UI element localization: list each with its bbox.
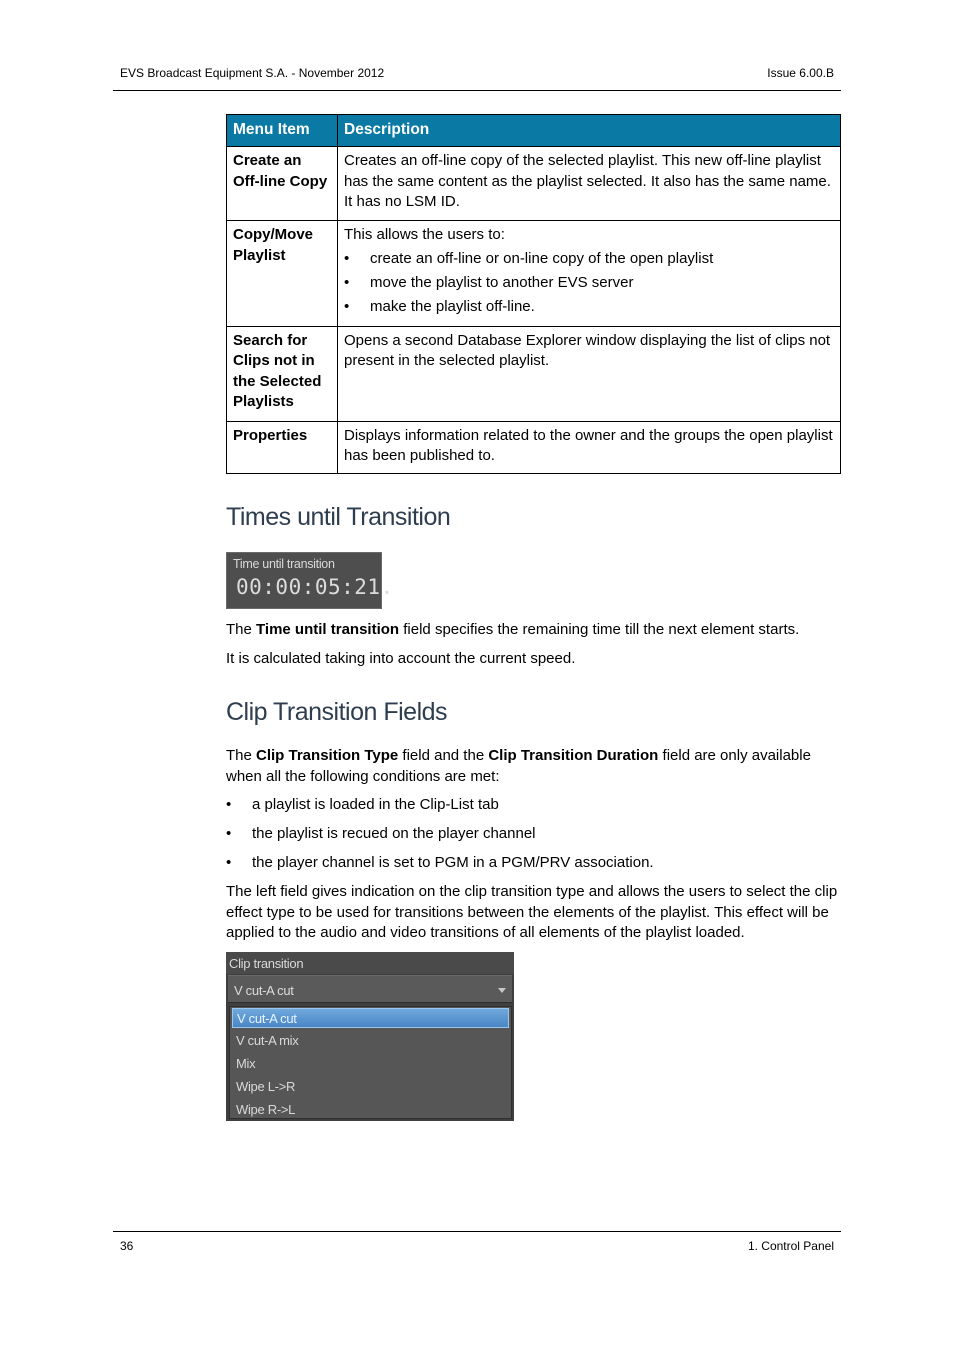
table-row	[227, 147, 841, 221]
dropdown-option[interactable]: Mix	[236, 1056, 256, 1071]
menu-items-table	[226, 114, 841, 474]
row-item: Copy/Move Playlist	[227, 221, 338, 327]
clip-transition-title: Clip transition	[226, 952, 514, 974]
table-row	[227, 421, 841, 473]
row-desc	[338, 326, 841, 421]
time-until-transition-field	[226, 552, 394, 609]
row-desc-text: Creates an off-line copy of the selected playlist. This new off-line playlist has the same content as the playlist selected. It also has the same name. It has no LSM ID.	[344, 152, 831, 210]
col-header-menu-item: Menu Item	[227, 115, 338, 147]
text: The	[226, 621, 257, 638]
text: field and the	[398, 747, 489, 764]
footer-chapter: 1. Control Panel	[747, 1239, 834, 1253]
header-issue: Issue 6.00.B	[767, 66, 834, 80]
list-item-text: the player channel is set to PGM in a PGM/PRV association.	[252, 854, 654, 871]
list-item-text: a playlist is loaded in the Clip-List tab	[252, 796, 499, 813]
clip-transition-widget	[226, 952, 514, 1121]
section-heading-times-until-transition: Times until Transition	[226, 503, 451, 531]
bullet-glyph: •	[226, 825, 232, 842]
bold-text: Time until transition	[256, 621, 400, 638]
section-heading-clip-transition-fields: Clip Transition Fields	[226, 698, 448, 726]
dropdown-option[interactable]: V cut-A cut	[232, 1008, 509, 1028]
dropdown-option[interactable]: Wipe R->L	[236, 1102, 296, 1117]
row-item: Properties	[227, 421, 338, 473]
text: The	[226, 747, 257, 764]
table-row	[227, 221, 841, 327]
row-desc-text: Opens a second Database Explorer window displaying the list of clips not present in the selected playlist.	[344, 331, 831, 369]
bold-text: Clip Transition Type	[256, 747, 399, 764]
row-item: Search for Clips not in the Selected Playlists	[227, 326, 338, 421]
time-until-transition-label: Time until transition	[233, 557, 335, 571]
paragraph	[226, 746, 841, 787]
text: field are only available when all the following conditions are met:	[226, 747, 811, 785]
clip-transition-dropdown[interactable]	[228, 975, 512, 1003]
list-item: • create an off-line or on-line copy of the open playlist	[344, 249, 834, 270]
header-left-text: EVS Broadcast Equipment S.A. - November 2012	[120, 66, 385, 80]
row-desc	[338, 147, 841, 221]
row-desc	[338, 221, 841, 327]
chevron-down-icon[interactable]	[498, 988, 506, 993]
list-item-text: the playlist is recued on the player channel	[252, 825, 536, 842]
table-header-row	[227, 115, 841, 147]
bullet-glyph: •	[226, 796, 232, 813]
bullet-glyph: •	[226, 854, 232, 871]
list-item: • make the playlist off-line.	[344, 297, 834, 318]
list-item: • move the playlist to another EVS server	[344, 273, 834, 294]
dropdown-option[interactable]: V cut-A mix	[236, 1033, 299, 1048]
table-row	[227, 326, 841, 421]
dropdown-options-list	[229, 1006, 512, 1119]
row-desc-text: Displays information related to the owner and the groups the open playlist has been published to.	[344, 426, 833, 464]
paragraph: It is calculated taking into account the current speed.	[226, 650, 576, 667]
row-bullet-list	[344, 249, 834, 318]
page-header	[113, 66, 841, 91]
page-number: 36	[120, 1239, 134, 1253]
row-desc-text: This allows the users to:	[344, 226, 505, 243]
time-until-transition-value: 00:00:05:21.	[236, 575, 394, 599]
row-item: Create an Off-line Copy	[227, 147, 338, 221]
page-footer	[113, 1231, 841, 1256]
col-header-description: Description	[338, 115, 841, 147]
paragraph	[226, 620, 841, 641]
row-desc	[338, 421, 841, 473]
paragraph: The left field gives indication on the clip transition type and allows the users to select the clip effect type to be used for transitions between the elements of the playlist. This effect will be applied to the audio and video transitions of all elements of the playlist loaded.	[226, 883, 838, 941]
dropdown-option[interactable]: Wipe L->R	[236, 1079, 296, 1094]
bold-text: Clip Transition Duration	[488, 747, 659, 764]
text: field specifies the remaining time till the next element starts.	[399, 621, 800, 638]
dropdown-selected-value: V cut-A cut	[234, 983, 294, 998]
